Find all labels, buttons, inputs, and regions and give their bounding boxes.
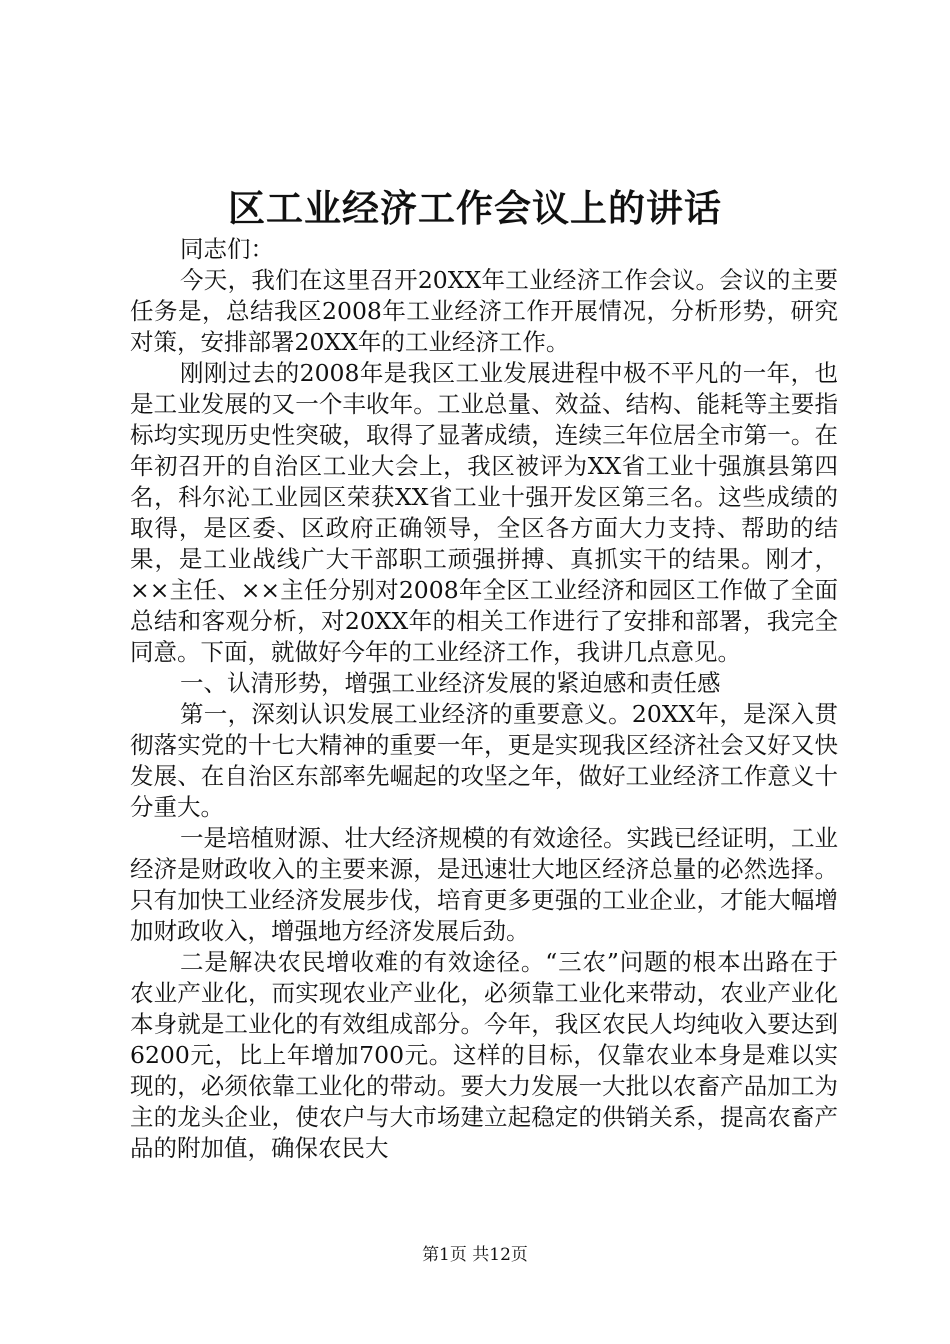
page-footer: 第1页 共12页 [422, 1245, 528, 1265]
paragraph-intro: 今天，我们在这里召开20XX年工业经济工作会议。会议的主要任务是，总结我区2008年工业经济工作开展情况，分析形势，研究对策，安排部署20XX年的工业经济工作。 [130, 266, 838, 356]
paragraph-point-two: 二是解决农民增收难的有效途径。“三农”问题的根本出路在于农业产业化，而实现农业产业化，必须靠工业化来带动，农业产业化本身就是工业化的有效组成部分。今年，我区农民人均纯收入要达到6200元，比上年增加700元。这样的目标，仅靠农业本身是难以实现的，必须依靠工业化的带动。要大力发展一大批以农畜产品加工为主的龙头企业，使农户与大市场建立起稳定的供销关系，提高农畜产品的附加值，确保农民大 [130, 948, 838, 1162]
section-heading-1: 一、认清形势，增强工业经济发展的紧迫感和责任感 [180, 669, 721, 697]
document-body [130, 234, 838, 1164]
paragraph-greeting: 同志们： [180, 235, 274, 263]
paragraph-first-point: 第一，深刻认识发展工业经济的重要意义。20XX年，是深入贯彻落实党的十七大精神的重要一年，更是实现我区经济社会又好又快发展、在自治区东部率先崛起的攻坚之年，做好工业经济工作意义十分重大。 [130, 700, 838, 821]
document-title: 区工业经济工作会议上的讲话 [228, 186, 722, 230]
paragraph-review-2008: 刚刚过去的2008年是我区工业发展进程中极不平凡的一年，也是工业发展的又一个丰收年。工业总量、效益、结构、能耗等主要指标均实现历史性突破，取得了显著成绩，连续三年位居全市第一。在年初召开的自治区工业大会上，我区被评为XX省工业十强旗县第四名，科尔沁工业园区荣获XX省工业十强开发区第三名。这些成绩的取得，是区委、区政府正确领导，全区各方面大力支持、帮助的结果，是工业战线广大干部职工顽强拼搏、真抓实干的结果。刚才，××主任、××主任分别对2008年全区工业经济和园区工作做了全面总结和客观分析，对20XX年的相关工作进行了安排和部署，我完全同意。下面，就做好今年的工业经济工作，我讲几点意见。 [130, 359, 838, 666]
paragraph-point-one: 一是培植财源、壮大经济规模的有效途径。实践已经证明，工业经济是财政收入的主要来源，是迅速壮大地区经济总量的必然选择。只有加快工业经济发展步伐，培育更多更强的工业企业，才能大幅增加财政收入，增强地方经济发展后劲。 [130, 824, 838, 945]
